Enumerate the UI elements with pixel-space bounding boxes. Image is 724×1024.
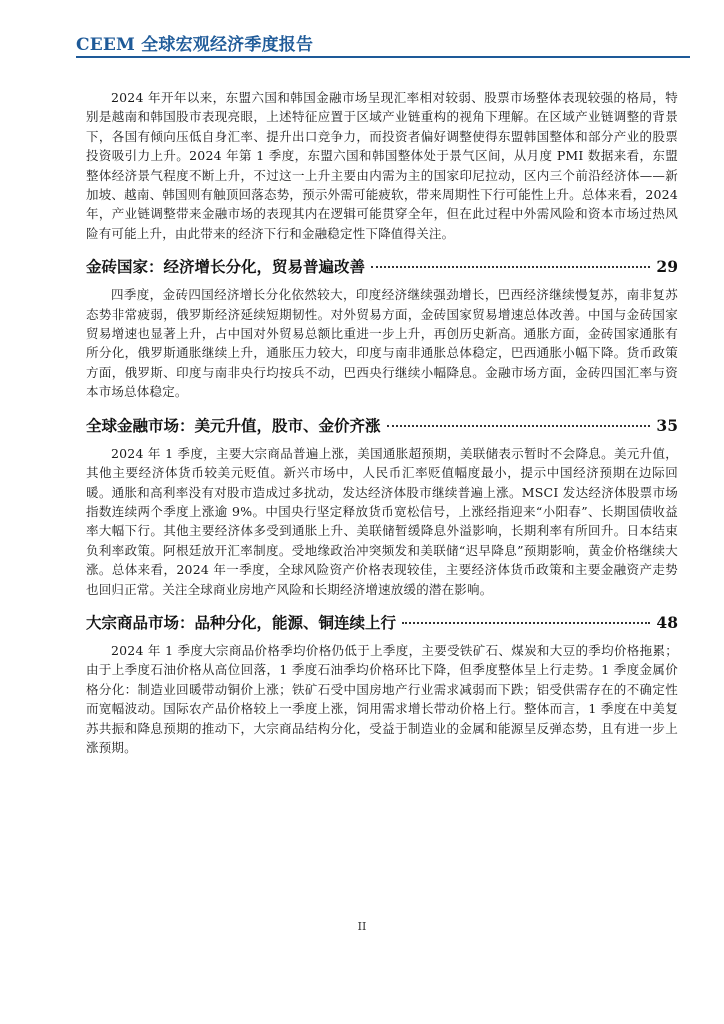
- toc-page-number: 35: [656, 415, 678, 435]
- page-header: [76, 30, 690, 55]
- header-rule: [76, 56, 690, 58]
- section-summary-brics: 四季度，金砖四国经济增长分化依然较大，印度经济继续强劲增长，巴西经济继续慢复苏，南非复苏态势非常疲弱，俄罗斯经济延续短期韧性。对外贸易方面，金砖国家贸易增速总体改善。中国与金砖国家贸易增速也显著上升，占中国对外贸易总额比重进一步上升，再创历史新高。通胀方面，金砖国家通胀有所分化，俄罗斯通胀继续上升，通胀压力较大，印度与南非通胀总体稳定，巴西通胀小幅下降。货币政策方面，俄罗斯、印度与南非央行均按兵不动，巴西央行继续小幅降息。金融市场方面，金砖四国汇率与资本市场总体稳定。: [86, 287, 678, 400]
- report-title: CEEM 全球宏观经济季度报告: [76, 35, 314, 55]
- toc-leader-dots: [371, 266, 650, 268]
- toc-page-number: 29: [656, 257, 678, 277]
- toc-leader-dots: [402, 622, 650, 624]
- toc-entry-financial-markets[interactable]: [86, 414, 678, 436]
- section-summary-commodities: 2024 年 1 季度大宗商品价格季均价格仍低于上季度，主要受铁矿石、煤炭和大豆的季均价格拖累；由于上季度石油价格从高位回落，1 季度石油季均价格环比下降，但季度整体呈上行走势。1 季度金属价格分化：制造业回暖带动铜价上涨；铁矿石受中国房地产行业需求减弱而下跌；铝受供需存在的不确定性而宽幅波动。国际农产品价格较上一季度上涨，饲用需求增长带动价格上行。整体而言，1 季度在中美复苏共振和降息预期的推动下，大宗商品结构分化，受益于制造业的金属和能源呈反弹态势，且有进一步上涨预期。: [86, 642, 678, 755]
- toc-entry-title: 大宗商品市场：品种分化，能源、铜连续上行: [86, 612, 397, 632]
- toc-entry-title: 金砖国家：经济增长分化，贸易普遍改善: [86, 257, 366, 277]
- toc-page-number: 48: [656, 612, 678, 632]
- toc-entry-commodities[interactable]: [86, 611, 678, 633]
- toc-entry-brics[interactable]: [86, 255, 678, 277]
- intro-paragraph: 2024 年开年以来，东盟六国和韩国金融市场呈现汇率相对较弱、股票市场整体表现较强的格局，特别是越南和韩国股市表现亮眼，上述特征应置于区域产业链重构的视角下理解。在区域产业链调整的背景下，各国有倾向压低自身汇率、提升出口竞争力，而投资者偏好调整使得东盟韩国整体和部分产业的股票投资吸引力上升。2024 年第 1 季度，东盟六国和韩国整体处于景气区间，从月度 PMI 数据来看，东盟整体经济景气程度不断上升，不过这一上升主要由内需为主的国家印尼拉动，区内三个前沿经济体——新加坡、越南、韩国则有触顶回落态势，预示外需可能疲软，带来周期性下行可能性上升。总体来看，2024 年，产业链调整带来金融市场的表现其内在逻辑可能贯穿全年，但在此过程中外需风险和资本市场过热风险有可能上升，由此带来的经济下行和金融稳定性下降值得关注。: [86, 90, 678, 241]
- section-summary-financial-markets: 2024 年 1 季度，主要大宗商品普遍上涨，美国通胀超预期，美联储表示暂时不会降息。美元升值，其他主要经济体货币较美元贬值。新兴市场中，人民币汇率贬值幅度最小，提示中国经济预期在边际回暖。通胀和高利率没有对股市造成过多扰动，发达经济体股市继续普遍上涨。MSCI 发达经济体股票市场指数连续两个季度上涨逾 9%。中国央行坚定释放货币宽松信号，上涨经指迎来“小阳春”、长期国债收益率大幅下行。其他主要经济体多受到通胀上升、美联储暂缓降息外溢影响，长期利率有所回升。日本结束负利率政策。阿根廷放开汇率制度。受地缘政治冲突频发和美联储“迟早降息”预期影响，黄金价格继续大涨。总体来看，2024 年一季度，全球风险资产价格表现较佳，主要经济体货币政策和主要金融资产走势也回归正常。关注全球商业房地产风险和长期经济增速放缓的潜在影响。: [86, 445, 678, 597]
- footer-page-number: II: [357, 920, 367, 933]
- toc-entry-title: 全球金融市场：美元升值，股市、金价齐涨: [86, 415, 381, 435]
- page-content: [86, 88, 678, 757]
- toc-leader-dots: [387, 425, 651, 427]
